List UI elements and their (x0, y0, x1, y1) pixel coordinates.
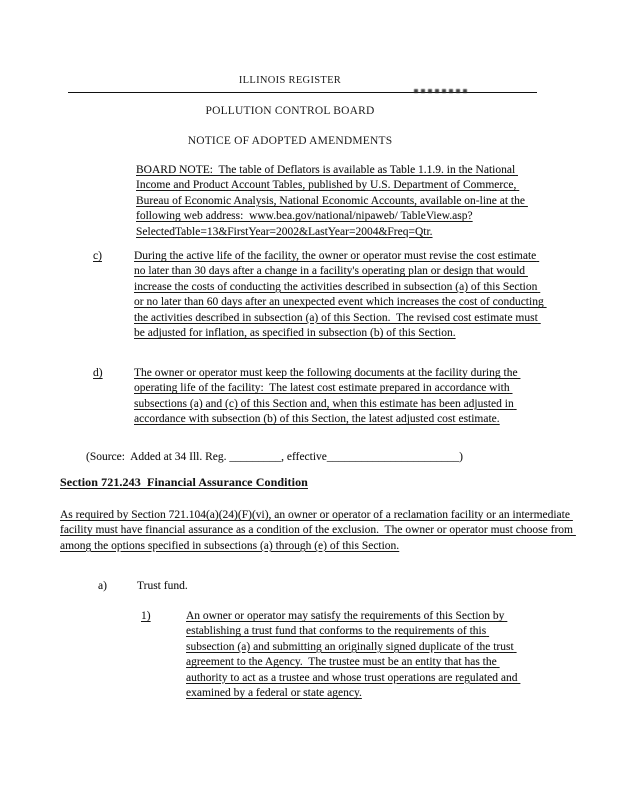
source-line: (Source: Added at 34 Ill. Reg. _________, effective_______________________) (86, 451, 463, 463)
section-heading: Section 721.243 Financial Assurance Condition (60, 475, 308, 489)
notice-title: NOTICE OF ADOPTED AMENDMENTS (187, 135, 393, 147)
item-text-a1: An owner or operator may satisfy the requirements of this Section by establishing a trust fund that conforms to the requirements of this subsection (a) and submitting an originally signed duplicate of the trust agreement to the Agency. The trustee must be an entity that has the authority to act as a trustee and whose trust operations are regulated and examined by a federal or state agency. (186, 610, 521, 700)
item-label-d: d) (93, 367, 103, 379)
register-title: ILLINOIS REGISTER (238, 75, 342, 86)
item-label-c: c) (93, 250, 102, 262)
item-label-a: a) (98, 580, 107, 592)
board-title: POLLUTION CONTROL BOARD (205, 105, 375, 117)
item-label-a1: 1) (141, 610, 151, 622)
intro-paragraph: As required by Section 721.104(a)(24)(F)(vi), an owner or operator of a reclamation facility or an intermediate facility must have financial assurance as a condition of the exclusion. The owner or operator must choose from among the options specified in subsections (a) through (e) of this Section. (60, 509, 576, 552)
scan-artifact-smudge (414, 89, 470, 93)
item-text-c: During the active life of the facility, the owner or operator must revise the cost estimate no later than 30 days after a change in a facility's operating plan or design that would increase the costs of conducting the activities described in subsection (a) of this Section or no later than 60 days after an unexpected event which increases the cost of conducting the activities described in subsection (a) of this Section. The revised cost estimate must be adjusted for inflation, as specified in subsection (b) of this Section. (134, 250, 547, 340)
item-text-d: The owner or operator must keep the following documents at the facility during the operating life of the facility: The latest cost estimate prepared in accordance with subsections (a) and (c) of this Section and, when this estimate has been adjusted in accordance with subsection (b) of this Section, the latest adjusted cost estimate. (134, 367, 521, 426)
item-text-a: Trust fund. (137, 580, 188, 592)
board-note: BOARD NOTE: The table of Deflators is available as Table 1.1.9. in the National Income and Product Account Tables, published by U.S. Department of Commerce, Bureau of Economic Analysis, National Economic Accounts, available on-line at the following web address: www.bea.gov/national/nipaweb/ TableView.asp?SelectedTable=13&FirstYear=2002&LastYear=2004&Freq=Qtr. (136, 164, 528, 238)
